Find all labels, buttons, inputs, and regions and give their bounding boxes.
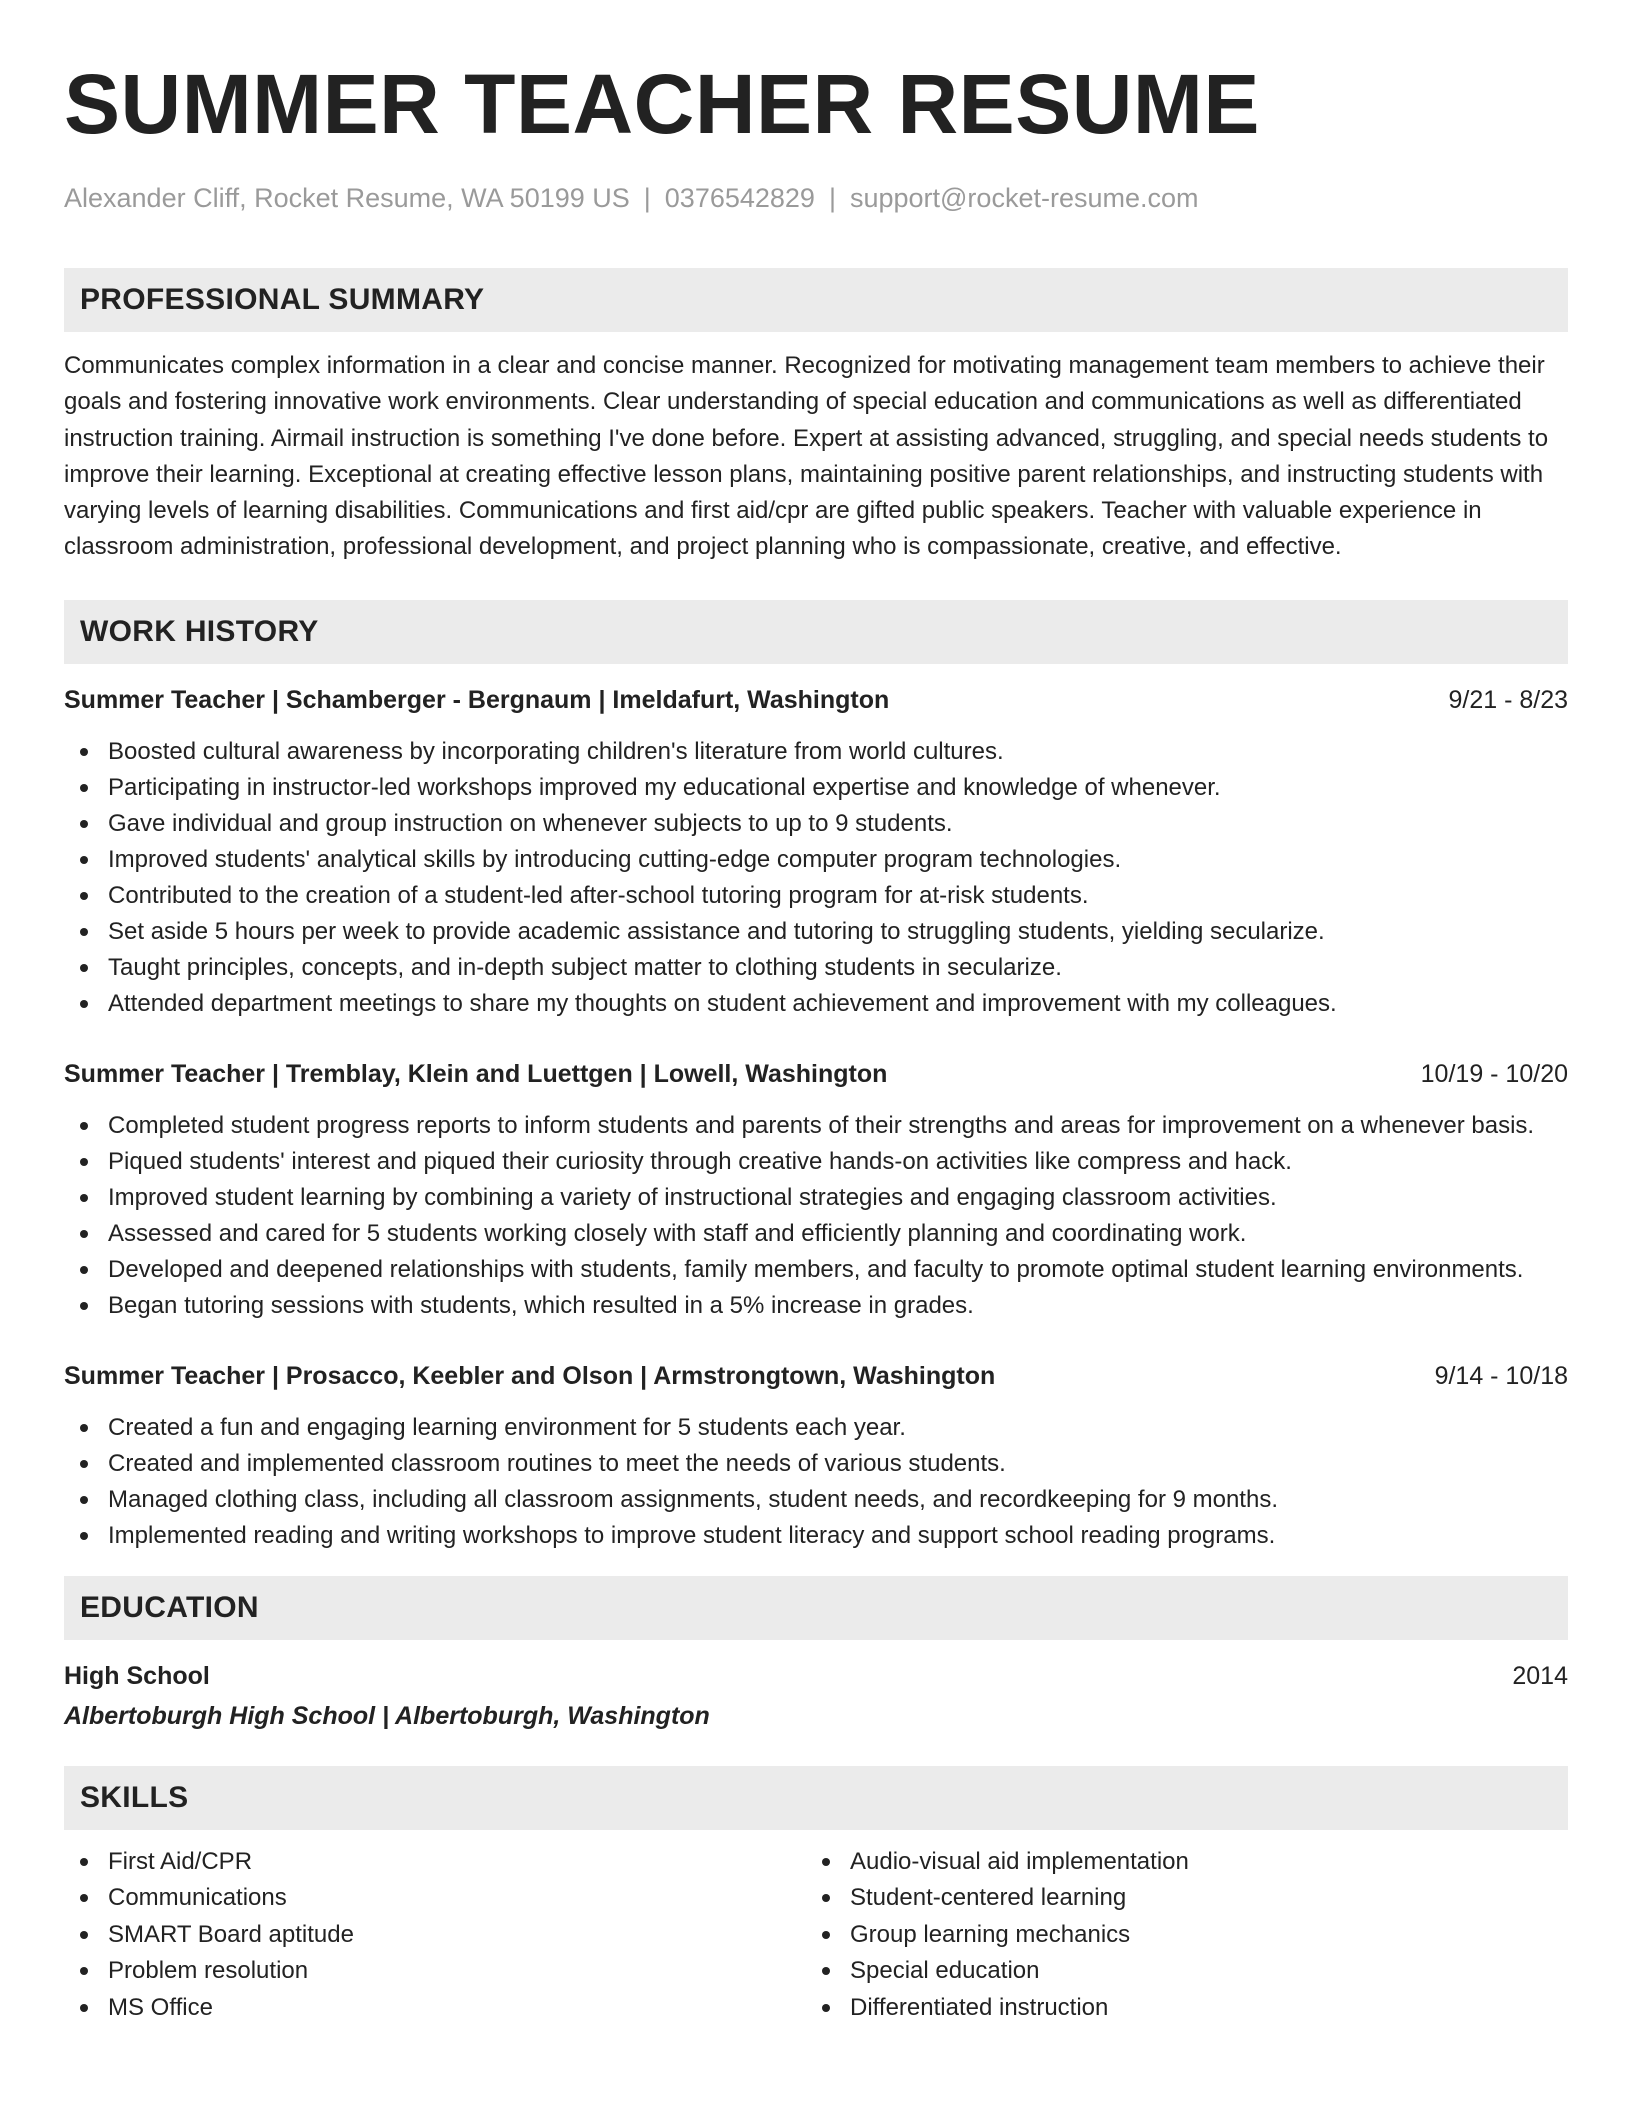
skills-list [64, 1844, 1568, 2027]
job-bullets [64, 1108, 1568, 1324]
job-bullets [64, 734, 1568, 1022]
list-item: Created and implemented classroom routines to meet the needs of various students. [64, 1446, 1568, 1482]
skill-item: Special education [806, 1953, 1548, 1990]
list-item: Set aside 5 hours per week to provide academic assistance and tutoring to struggling students, yielding secularize. [64, 914, 1568, 950]
list-item: Completed student progress reports to inform students and parents of their strengths and areas for improvement on a whenever basis. [64, 1108, 1568, 1144]
contact-phone: 0376542829 [664, 183, 815, 213]
resume-page [64, 58, 1568, 2026]
job-title: Summer Teacher | Tremblay, Klein and Luettgen | Lowell, Washington [64, 1059, 888, 1088]
skill-item: Differentiated instruction [806, 1990, 1548, 2027]
job-dates: 9/14 - 10/18 [1434, 1361, 1568, 1390]
job-entry [64, 1358, 1568, 1554]
job-header [64, 1358, 1568, 1394]
job-dates: 9/21 - 8/23 [1448, 685, 1568, 714]
contact-email: support@rocket-resume.com [849, 183, 1199, 213]
job-header [64, 682, 1568, 718]
contact-name-address: Alexander Cliff, Rocket Resume, WA 50199 US [64, 183, 630, 213]
education-entry [64, 1656, 1568, 1736]
list-item: Implemented reading and writing workshops to improve student literacy and support school reading programs. [64, 1518, 1568, 1554]
contact-line [64, 180, 1568, 216]
job-title: Summer Teacher | Schamberger - Bergnaum | Imeldafurt, Washington [64, 685, 890, 714]
section-header-skills: SKILLS [64, 1766, 1568, 1830]
education-degree: High School [64, 1661, 210, 1690]
list-item: Managed clothing class, including all classroom assignments, student needs, and recordkeeping for 9 months. [64, 1482, 1568, 1518]
skill-item: SMART Board aptitude [64, 1917, 806, 1954]
education-year: 2014 [1512, 1661, 1568, 1690]
job-bullets [64, 1410, 1568, 1554]
skill-item: Communications [64, 1880, 806, 1917]
job-entry [64, 1056, 1568, 1324]
summary-text: Communicates complex information in a clear and concise manner. Recognized for motivating management team members to achieve their goals and fostering innovative work environments. Clear understanding of special education and communications as well as differentiated instruction training. Airmail instruction is something I've done before. Expert at assisting advanced, struggling, and special needs students to improve their learning. Exceptional at creating effective lesson plans, maintaining positive parent relationships, and instructing students with varying levels of learning disabilities. Communications and first aid/cpr are gifted public speakers. Teacher with valuable experience in classroom administration, professional development, and project planning who is compassionate, creative, and effective. [64, 352, 1549, 561]
section-header-education: EDUCATION [64, 1576, 1568, 1640]
resume-title: SUMMER TEACHER RESUME [64, 57, 1260, 151]
contact-separator: | [643, 183, 651, 213]
skill-item: Problem resolution [64, 1953, 806, 1990]
section-header-summary: PROFESSIONAL SUMMARY [64, 268, 1568, 332]
job-header [64, 1056, 1568, 1092]
list-item: Developed and deepened relationships with students, family members, and faculty to promote optimal student learning environments. [64, 1252, 1568, 1288]
list-item: Improved students' analytical skills by introducing cutting-edge computer program technologies. [64, 842, 1568, 878]
list-item: Attended department meetings to share my thoughts on student achievement and improvement with my colleagues. [64, 986, 1568, 1022]
skills-column-right [806, 1844, 1548, 2027]
list-item: Assessed and cared for 5 students working closely with staff and efficiently planning and coordinating work. [64, 1216, 1568, 1252]
list-item: Boosted cultural awareness by incorporating children's literature from world cultures. [64, 734, 1568, 770]
contact-separator: | [828, 183, 836, 213]
skill-item: Student-centered learning [806, 1880, 1548, 1917]
list-item: Piqued students' interest and piqued their curiosity through creative hands-on activities like compress and hack. [64, 1144, 1568, 1180]
education-header [64, 1656, 1568, 1696]
skill-item: Group learning mechanics [806, 1917, 1548, 1954]
skill-item: Audio-visual aid implementation [806, 1844, 1548, 1881]
list-item: Contributed to the creation of a student-led after-school tutoring program for at-risk students. [64, 878, 1568, 914]
job-title: Summer Teacher | Prosacco, Keebler and Olson | Armstrongtown, Washington [64, 1361, 996, 1390]
list-item: Improved student learning by combining a variety of instructional strategies and engaging classroom activities. [64, 1180, 1568, 1216]
list-item: Participating in instructor-led workshops improved my educational expertise and knowledge of whenever. [64, 770, 1568, 806]
education-school: Albertoburgh High School | Albertoburgh, Washington [64, 1701, 710, 1730]
job-dates: 10/19 - 10/20 [1420, 1059, 1568, 1088]
list-item: Began tutoring sessions with students, which resulted in a 5% increase in grades. [64, 1288, 1568, 1324]
job-entry [64, 682, 1568, 1022]
list-item: Gave individual and group instruction on whenever subjects to up to 9 students. [64, 806, 1568, 842]
list-item: Created a fun and engaging learning environment for 5 students each year. [64, 1410, 1568, 1446]
skills-column-left [64, 1844, 806, 2027]
section-header-work-history: WORK HISTORY [64, 600, 1568, 664]
skill-item: MS Office [64, 1990, 806, 2027]
list-item: Taught principles, concepts, and in-depth subject matter to clothing students in secularize. [64, 950, 1568, 986]
skill-item: First Aid/CPR [64, 1844, 806, 1881]
